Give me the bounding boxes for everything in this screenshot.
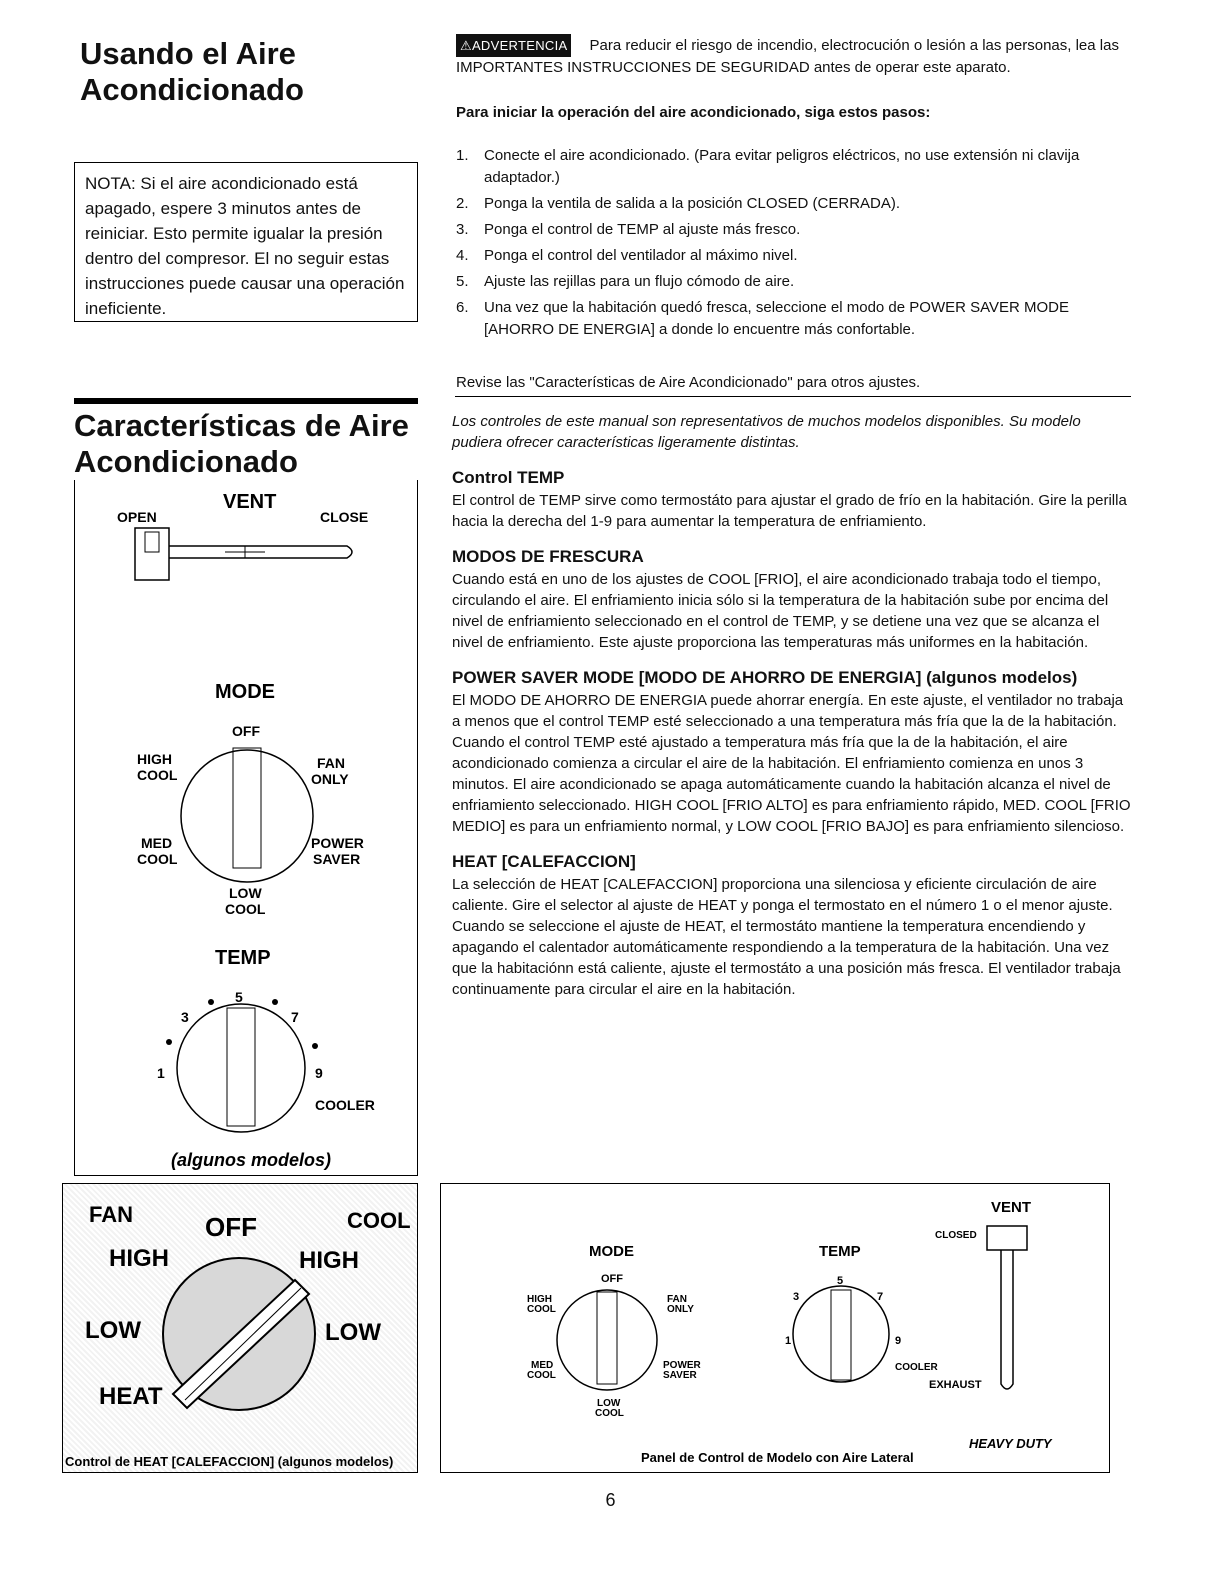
svg-text:COOL: COOL [527, 1370, 556, 1381]
algunos-caption: (algunos modelos) [171, 1150, 332, 1170]
features-text [452, 411, 1132, 1012]
svg-text:9: 9 [315, 1065, 323, 1081]
list-item: 5. Ajuste las rejillas para un flujo cómodo de aire. [456, 273, 795, 290]
heat-caption: Control de HEAT [CALEFACCION] (algunos modelos) [65, 1454, 394, 1469]
modos-heading: MODOS DE FRESCURA [452, 547, 644, 566]
svg-text:POWER: POWER [311, 835, 364, 851]
svg-text:HIGH: HIGH [109, 1245, 169, 1272]
list-item: 2. Ponga la ventila de salida a la posición CLOSED (CERRADA). [456, 195, 901, 212]
section-title-caracteristicas: Características de Aire Acondicionado [74, 408, 409, 479]
temp-dial-icon [177, 1004, 305, 1132]
svg-text:5: 5 [235, 989, 243, 1005]
svg-text:HEAVY DUTY: HEAVY DUTY [969, 1436, 1052, 1451]
svg-text:LOW: LOW [85, 1317, 141, 1344]
svg-text:LOW: LOW [597, 1398, 621, 1409]
svg-text:HEAT: HEAT [99, 1383, 163, 1410]
svg-text:1: 1 [157, 1065, 165, 1081]
svg-text:COOL: COOL [137, 851, 178, 867]
svg-text:COOL: COOL [347, 1208, 411, 1233]
side-panel-svg [441, 1184, 1109, 1472]
list-item: 1. Conecte el aire acondicionado. (Para evitar peligros eléctricos, no use extensión ni clavija adaptador.) [456, 147, 1080, 186]
svg-text:POWER: POWER [663, 1360, 701, 1371]
svg-text:HIGH: HIGH [299, 1247, 359, 1274]
svg-text:COOL: COOL [137, 767, 178, 783]
svg-text:OFF: OFF [601, 1273, 623, 1285]
warning-badge: ⚠ADVERTENCIA [456, 34, 571, 57]
svg-text:7: 7 [877, 1291, 884, 1303]
steps-title: Para iniciar la operación del aire acondicionado, siga estos pasos: [456, 104, 931, 121]
vent-label: VENT [223, 491, 277, 513]
heat-control-illustration [62, 1183, 418, 1473]
control-panel-svg [75, 480, 419, 1176]
svg-text:3: 3 [793, 1291, 800, 1303]
side-mode-dial-icon [557, 1290, 657, 1390]
list-item: 4. Ponga el control del ventilador al máximo nivel. [456, 247, 798, 264]
svg-text:MODE: MODE [589, 1243, 634, 1260]
heat-heading: HEAT [CALEFACCION] [452, 852, 636, 871]
side-temp-dial-icon [793, 1286, 889, 1382]
svg-text:ONLY: ONLY [311, 771, 349, 787]
warning-text: Para reducir el riesgo de incendio, electrocución o lesión a las personas, lea las IMPORTANTES INSTRUCCIONES DE SEGURIDAD antes de operar este aparato. [456, 37, 1119, 76]
cooler-label: COOLER [315, 1097, 375, 1113]
power-text: El MODO DE AHORRO DE ENERGIA puede ahorrar energía. En este ajuste, el ventilador no trabaja a menos que el control TEMP esté seleccionado a una temperatura más fría que la de la habitación. Cuando el control TEMP esté ajustado a temperatura más fría que la de la habitación, el aire acondicionado comienza a circular el aire de la habitación. El enfriamiento comienza en unos 3 minutos. El aire acondicionado se apaga automáticamente cuando la habitación alcanza el nivel de enfriamiento seleccionado. HIGH COOL [FRIO ALTO] es para enfriamiento rápido, MED. COOL [FRIO MEDIO] es para un enfriamiento normal, y LOW COOL [FRIO BAJO] es para enfriamiento silencioso. [452, 692, 1131, 835]
svg-text:EXHAUST: EXHAUST [929, 1379, 982, 1391]
svg-text:LOW: LOW [229, 885, 262, 901]
heat-control-svg [63, 1184, 417, 1472]
temp-text: El control de TEMP sirve como termostáto para ajustar el grado de frío en la habitación. Gire la perilla hacia la derecha del 1-9 para aumentar la temperatura de enfriamiento. [452, 492, 1127, 530]
section-title-usando: Usando el Aire Acondicionado [80, 36, 304, 107]
svg-text:FAN: FAN [667, 1294, 687, 1305]
svg-text:MED: MED [141, 835, 173, 851]
svg-text:3: 3 [181, 1009, 189, 1025]
svg-text:FAN: FAN [317, 755, 345, 771]
svg-text:SAVER: SAVER [663, 1370, 697, 1381]
mode-dial-icon [181, 750, 313, 882]
svg-text:COOL: COOL [225, 901, 266, 917]
svg-text:OFF: OFF [205, 1212, 257, 1242]
mode-off-label: OFF [232, 723, 260, 739]
svg-text:LOW: LOW [325, 1319, 381, 1346]
side-air-panel-illustration [440, 1183, 1110, 1473]
list-item: 3. Ponga el control de TEMP al ajuste más fresco. [456, 221, 801, 238]
svg-text:1: 1 [785, 1335, 792, 1347]
svg-text:9: 9 [895, 1335, 902, 1347]
svg-text:HIGH: HIGH [137, 751, 172, 767]
side-caption: Panel de Control de Modelo con Aire Lateral [641, 1450, 914, 1465]
svg-text:MED: MED [531, 1360, 554, 1371]
svg-text:TEMP: TEMP [819, 1243, 861, 1260]
svg-text:COOLER: COOLER [895, 1362, 938, 1373]
side-vent-lever-icon [987, 1226, 1027, 1250]
vent-lever-icon [135, 528, 169, 580]
svg-text:HIGH: HIGH [527, 1294, 552, 1305]
page-number: 6 [605, 1490, 616, 1510]
svg-text:COOL: COOL [527, 1304, 556, 1315]
svg-text:VENT: VENT [991, 1199, 1032, 1216]
svg-text:FAN: FAN [89, 1202, 133, 1227]
list-item: 6. Una vez que la habitación quedó fresca, seleccione el modo de POWER SAVER MODE [AHORRO DE ENERGIA] a donde lo encuentre más confortable. [456, 299, 1070, 338]
steps-list [456, 145, 1136, 345]
mode-label: MODE [215, 681, 275, 703]
section-rule [74, 398, 418, 404]
modos-text: Cuando está en uno de los ajustes de COOL [FRIO], el aire acondicionado trabaja todo el tiempo, circulando el aire. El enfriamiento inicia sólo si la temperatura de la habitación sube por encima del nivel de enfriamiento seleccionado en el control de TEMP, y se detiene una vez que se alcanza el nivel de enfriamiento. Este ajuste proporciona las temperaturas más uniformes en la habitación. [452, 571, 1109, 651]
svg-text:7: 7 [291, 1009, 299, 1025]
temp-label: TEMP [215, 947, 271, 969]
divider [455, 396, 1131, 397]
review-text: Revise las "Características de Aire Acondicionado" para otros ajustes. [456, 374, 921, 391]
heat-text: La selección de HEAT [CALEFACCION] proporciona una silenciosa y eficiente circulación de aire caliente. Gire el selector al ajuste de HEAT y ponga el termostato en el número 1 o el menor ajuste. Cuando se seleccione el ajuste de HEAT, el termostáto mantiene la temperatura encendiendo y apagando el calentador automáticamente respondiendo a la temperatura de la habitación. Una vez que la habitaciónn está caliente, ajuste el termostáto a una posición más fresca. El ventilador trabaja continuamente para circular el aire en la habitación. [452, 876, 1121, 998]
svg-text:COOL: COOL [595, 1408, 624, 1419]
temp-heading: Control TEMP [452, 468, 565, 487]
svg-text:ONLY: ONLY [667, 1304, 694, 1315]
svg-text:SAVER: SAVER [313, 851, 361, 867]
svg-text:5: 5 [837, 1275, 844, 1287]
close-label: CLOSE [320, 509, 369, 525]
note-box: NOTA: Si el aire acondicionado está apagado, espere 3 minutos antes de reiniciar. Esto permite igualar la presión dentro del compresor. El no seguir estas instrucciones puede causar una operación ineficiente. [74, 162, 418, 322]
intro-text: Los controles de este manual son representativos de muchos modelos disponibles. Su modelo pudiera ofrecer características ligeramente distintas. [452, 413, 1081, 451]
warning [456, 34, 1136, 78]
open-label: OPEN [117, 509, 157, 525]
control-panel-illustration [74, 480, 418, 1176]
svg-text:CLOSED: CLOSED [935, 1230, 977, 1241]
power-heading: POWER SAVER MODE [MODO DE AHORRO DE ENERGIA] (algunos modelos) [452, 668, 1078, 687]
